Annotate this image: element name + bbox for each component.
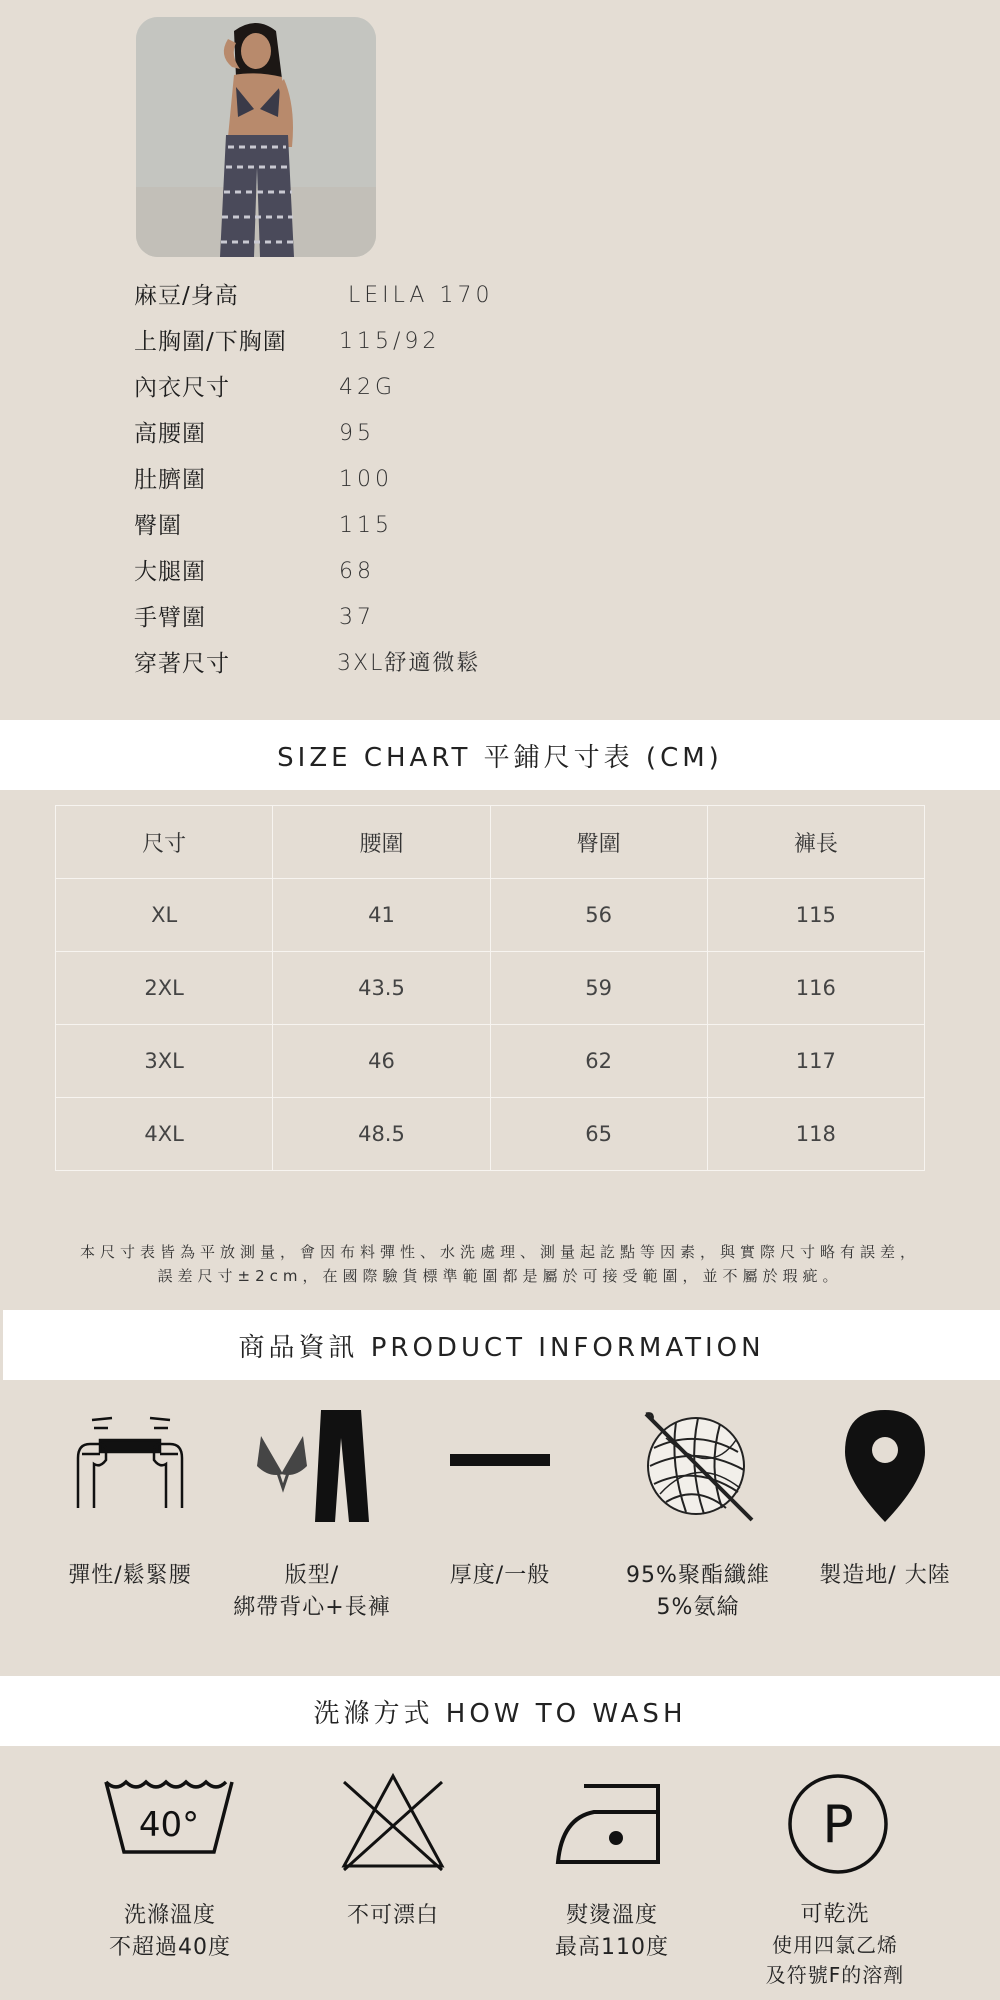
- caption-line: 版型/: [284, 1563, 340, 1588]
- iron-icon: [554, 1782, 666, 1866]
- table-row: [56, 1025, 925, 1098]
- stat-value: 95: [339, 421, 375, 446]
- stat-label: 高腰圍: [134, 421, 206, 447]
- dry-clean-p-icon: [786, 1772, 890, 1876]
- stat-value: 42G: [339, 375, 397, 400]
- stat-row: [134, 600, 634, 646]
- stretch-waist-icon: [68, 1408, 192, 1518]
- caption-line: 厚度/一般: [449, 1563, 551, 1588]
- caption-line: 綁帶背心+長褲: [233, 1595, 391, 1620]
- how-to-wash-header: [0, 1676, 1000, 1746]
- stat-value: 115/92: [339, 329, 441, 354]
- caption-line: 製造地/ 大陸: [819, 1563, 951, 1588]
- stat-row: [134, 370, 634, 416]
- table-cell: 62: [490, 1025, 707, 1098]
- table-cell: 118: [707, 1098, 924, 1171]
- product-info-header: [3, 1310, 1000, 1380]
- caption-line: 95%聚酯纖維: [626, 1563, 770, 1588]
- table-row: [56, 952, 925, 1025]
- stat-row: [134, 646, 634, 692]
- product-caption: [212, 1560, 412, 1624]
- bikini-pants-icon: [253, 1408, 373, 1524]
- wash-caption: [90, 1900, 250, 1964]
- product-info-title: 商品資訊 PRODUCT INFORMATION: [238, 1332, 765, 1363]
- caption-line: 不超過40度: [109, 1935, 231, 1960]
- caption-line: 洗滌溫度: [123, 1903, 216, 1928]
- table-cell: 48.5: [273, 1098, 490, 1171]
- table-cell: 116: [707, 952, 924, 1025]
- stat-label: 臀圍: [134, 513, 182, 539]
- measurement-note: [20, 1240, 980, 1288]
- stat-row: [134, 278, 634, 324]
- column-header: 尺寸: [56, 806, 273, 879]
- stat-value: 100: [339, 467, 393, 492]
- note-line: 誤差尺寸±2cm，在國際驗貨標準範圍都是屬於可接受範圍，並不屬於瑕疵。: [157, 1267, 843, 1285]
- stat-value: 3XL舒適微鬆: [337, 651, 481, 676]
- table-cell: 2XL: [56, 952, 273, 1025]
- location-pin-icon: [843, 1408, 927, 1524]
- table-cell: XL: [56, 879, 273, 952]
- stat-row: [134, 416, 634, 462]
- stat-row: [134, 324, 634, 370]
- no-bleach-icon: [338, 1772, 448, 1872]
- table-row: [56, 879, 925, 952]
- table-cell: 43.5: [273, 952, 490, 1025]
- caption-line: 可乾洗: [800, 1902, 870, 1927]
- size-table: [55, 805, 925, 1171]
- wash-caption: [313, 1900, 473, 1932]
- product-caption: [50, 1560, 210, 1592]
- wash-temp-label: 40°: [138, 1805, 200, 1845]
- stat-label: 內衣尺寸: [134, 375, 230, 401]
- stat-value: 115: [339, 513, 393, 538]
- stat-row: [134, 508, 634, 554]
- table-cell: 117: [707, 1025, 924, 1098]
- product-caption: [420, 1560, 580, 1592]
- stat-label: 大腿圍: [134, 559, 206, 585]
- size-chart-title: SIZE CHART 平鋪尺寸表 (CM): [277, 742, 723, 773]
- caption-line: 5%氨綸: [656, 1595, 740, 1620]
- caption-line: 及符號F的溶劑: [765, 1963, 905, 1987]
- wash-caption: [745, 1900, 925, 1990]
- stat-value: LEILA 170: [348, 283, 494, 308]
- stat-label: 肚臍圍: [134, 467, 206, 493]
- stat-row: [134, 554, 634, 600]
- caption-line: 彈性/鬆緊腰: [68, 1563, 192, 1588]
- caption-line: 使用四氯乙烯: [772, 1933, 898, 1957]
- dry-clean-symbol: P: [822, 1795, 854, 1855]
- wash-40-icon: [102, 1778, 236, 1858]
- caption-line: 熨燙溫度: [565, 1903, 658, 1928]
- wash-caption: [532, 1900, 692, 1964]
- column-header: 腰圍: [273, 806, 490, 879]
- product-caption: [608, 1560, 788, 1624]
- stat-label: 麻豆/身高: [134, 283, 239, 309]
- caption-line: 最高110度: [555, 1935, 669, 1960]
- table-cell: 41: [273, 879, 490, 952]
- column-header: 褲長: [707, 806, 924, 879]
- model-figure-icon: [136, 17, 376, 257]
- stat-row: [134, 462, 634, 508]
- stat-value: 37: [339, 605, 375, 630]
- table-cell: 46: [273, 1025, 490, 1098]
- note-line: 本尺寸表皆為平放測量，會因布料彈性、水洗處理、測量起訖點等因素，與實際尺寸略有誤差，: [79, 1243, 920, 1261]
- table-row: [56, 1098, 925, 1171]
- stat-label: 穿著尺寸: [134, 651, 230, 677]
- product-caption: [800, 1560, 970, 1592]
- size-chart-header: [0, 720, 1000, 790]
- caption-line: 不可漂白: [346, 1903, 439, 1928]
- thickness-line-icon: [450, 1454, 550, 1468]
- table-cell: 56: [490, 879, 707, 952]
- table-cell: 65: [490, 1098, 707, 1171]
- stat-value: 68: [339, 559, 375, 584]
- how-to-wash-title: 洗滌方式 HOW TO WASH: [313, 1698, 687, 1729]
- stat-label: 手臂圍: [134, 605, 206, 631]
- table-header-row: [56, 806, 925, 879]
- model-stats: [134, 278, 634, 692]
- table-cell: 59: [490, 952, 707, 1025]
- table-cell: 115: [707, 879, 924, 952]
- stat-label: 上胸圍/下胸圍: [134, 329, 287, 355]
- column-header: 臀圍: [490, 806, 707, 879]
- table-cell: 4XL: [56, 1098, 273, 1171]
- table-cell: 3XL: [56, 1025, 273, 1098]
- model-photo: [136, 17, 376, 257]
- yarn-ball-icon: [640, 1408, 756, 1524]
